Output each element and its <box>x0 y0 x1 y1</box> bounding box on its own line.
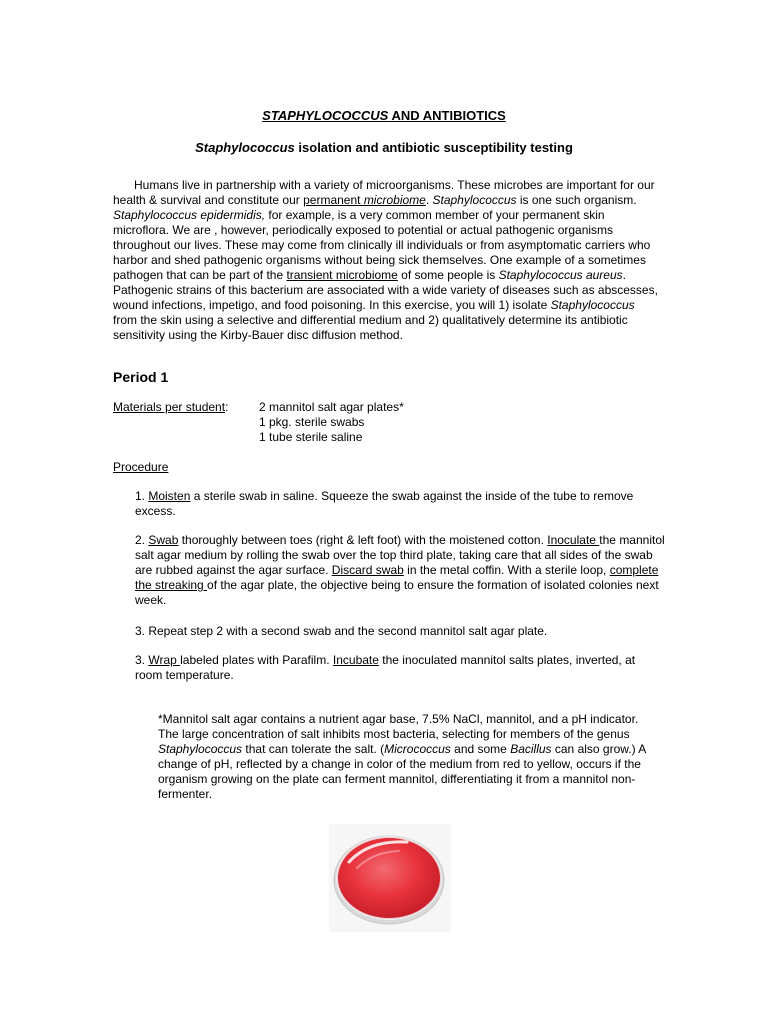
title-italic: STAPHYLOCOCCUS <box>262 108 389 123</box>
materials-item: 2 mannitol salt agar plates* <box>259 400 404 414</box>
step-underline: Wrap <box>148 653 181 667</box>
footnote-text: can also grow.) A change of pH, reflected by a change in color of the medium from red to yellow, occurs if the organism growing on the plate can ferment mannitol, differentiating it from a mannitol non-fermenter. <box>158 742 646 801</box>
step-number: 2. <box>135 533 149 547</box>
step-text: a sterile swab in saline. Squeeze the swab against the inside of the tube to remove excess. <box>135 489 634 518</box>
intro-italic: Staphylococcus <box>432 193 517 207</box>
materials-item: 1 pkg. sterile swabs <box>259 415 365 429</box>
step-text: in the metal coffin. With a sterile loop, <box>403 563 610 577</box>
intro-text: is one such organism. <box>516 193 637 207</box>
footnote-italic: Micrococcus <box>384 742 451 756</box>
subtitle-italic: Staphylococcus <box>195 140 295 155</box>
intro-italic: Staphylococcus aureus <box>498 268 623 282</box>
step-number: 1. <box>135 489 149 503</box>
step-underline: Incubate <box>332 653 379 667</box>
materials-colon: : <box>225 400 229 414</box>
intro-text: from the skin using a selective and differential medium and 2) qualitatively determine its antibiotic sensitivity using the Kirby-Bauer disc diffusion method. <box>113 313 628 342</box>
intro-italic: Staphylococcus epidermidis, <box>113 208 266 222</box>
period-heading: Period 1 <box>113 369 169 385</box>
step-number: 3. <box>135 653 149 667</box>
intro-underline: transient microbiome <box>286 268 398 282</box>
footnote-text: *Mannitol salt agar contains a nutrient agar base, 7.5% NaCl, mannitol, and a pH indicator. The large concentration of salt inhibits most bacteria, selecting for members of the genus <box>158 712 639 741</box>
step-underline: Discard swab <box>331 563 404 577</box>
materials-label <box>113 400 228 415</box>
footnote <box>158 712 658 802</box>
intro-text: of some people is <box>397 268 499 282</box>
procedure-step-4 <box>135 653 665 683</box>
document-title <box>0 108 768 124</box>
footnote-text: and some <box>450 742 511 756</box>
intro-text: . Pathogenic strains of this bacterium are associated with a wide variety of diseases such as abscesses, wound infections, impetigo, and food poisoning. In this exercise, you will 1) isolate <box>113 268 658 312</box>
subtitle-rest: isolation and antibiotic susceptibility testing <box>294 140 573 155</box>
title-rest: AND ANTIBIOTICS <box>388 108 506 123</box>
footnote-italic: Bacillus <box>510 742 552 756</box>
intro-italic: Staphylococcus <box>550 298 635 312</box>
intro-text: . <box>425 193 433 207</box>
intro-paragraph <box>113 178 658 343</box>
intro-underline: permanent <box>303 193 364 207</box>
procedure-step-2 <box>135 533 665 608</box>
step-text: the mannitol salt agar medium by rolling the swab over the top third plate, taking care that all sides of the swab are rubbed against the agar surface. <box>135 533 665 577</box>
materials-item: 1 tube sterile saline <box>259 430 363 444</box>
step-underline: Swab <box>148 533 179 547</box>
footnote-text: that can tolerate the salt. ( <box>242 742 385 756</box>
materials-list <box>259 400 404 445</box>
step-text: of the agar plate, the objective being to ensure the formation of isolated colonies next week. <box>135 578 659 607</box>
procedure-step-3: 3. Repeat step 2 with a second swab and the second mannitol salt agar plate. <box>135 624 548 638</box>
step-underline: Inoculate <box>547 533 600 547</box>
petri-dish-image <box>329 824 451 932</box>
materials-label-text: Materials per student <box>113 400 226 414</box>
intro-text: for example, is a very common member of your permanent skin microflora. We are , however, periodically exposed to potential or actual pathogenic organisms throughout our lives. These may come from clinically ill individuals or from asymptomatic carriers who harbor and shed pathogenic organisms without being sick themselves. One example of a sometimes pathogen that can be part of the <box>113 208 651 282</box>
agar-plate-photo <box>329 824 451 932</box>
step-underline: complete the streaking <box>135 563 659 592</box>
step-text: labeled plates with Parafilm. <box>180 653 333 667</box>
step-text: thoroughly between toes (right & left foot) with the moistened cotton. <box>178 533 548 547</box>
procedure-step-1 <box>135 489 665 519</box>
step-text: the inoculated mannitol salts plates, inverted, at room temperature. <box>135 653 636 682</box>
procedure-heading: Procedure <box>113 460 169 474</box>
intro-underline-italic: microbiome <box>363 193 426 207</box>
document-subtitle <box>0 140 768 156</box>
intro-text: Humans live in partnership with a variety of microorganisms. These microbes are important for our health & survival and constitute our <box>113 178 655 207</box>
step-underline: Moisten <box>148 489 191 503</box>
footnote-italic: Staphylococcus <box>158 742 243 756</box>
